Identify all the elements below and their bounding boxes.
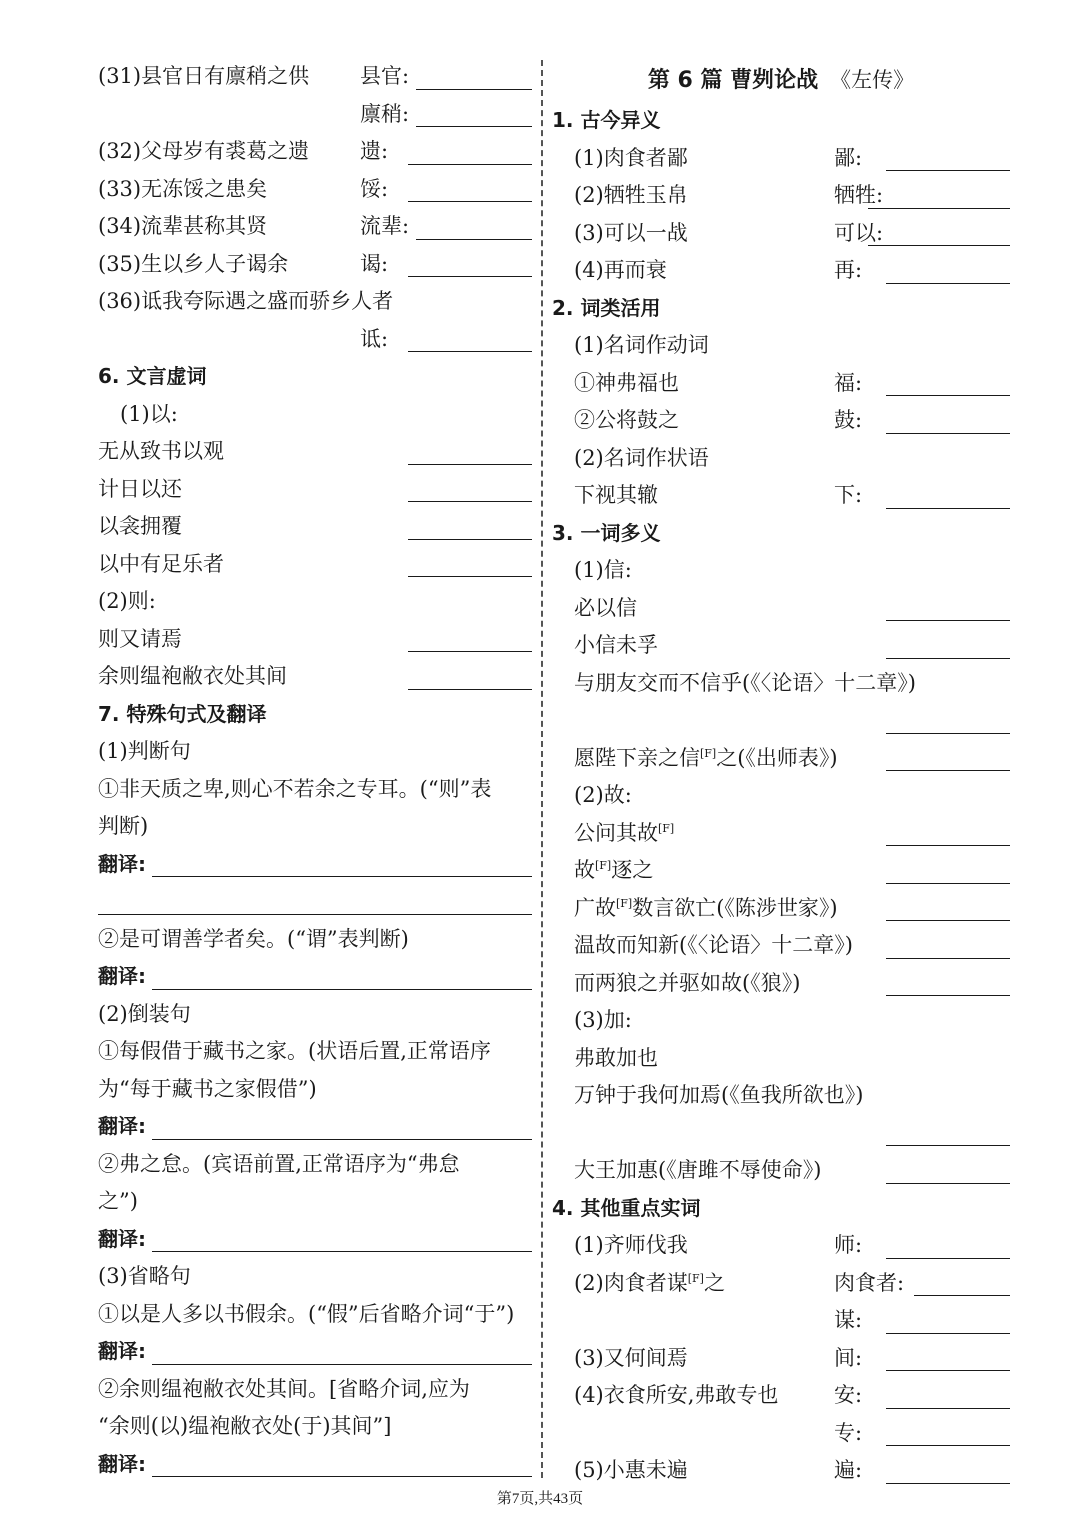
translate-label: 翻译: [98,1226,146,1251]
worksheet-row [552,852,1010,890]
worksheet-row [98,696,532,734]
row-text: 计日以还 [98,476,182,501]
worksheet-row [98,958,532,996]
row-text: 公问其故 [574,820,658,845]
row-text: (2)则: [98,589,156,613]
worksheet-row [552,1377,1010,1415]
worksheet-row [552,1152,1010,1190]
row-text: ②是可谓善学者矣。(“谓”表判断) [98,926,409,951]
worksheet-row [98,921,532,959]
translate-label: 翻译: [98,1451,146,1476]
row-text: 为“每于藏书之家假借”) [98,1076,317,1101]
worksheet-row [552,1340,1010,1378]
answer-label: 可以: [834,220,884,245]
row-text: 余则缊袍敝衣处其间 [98,664,287,688]
section-heading: 1. 古今异义 [552,108,661,132]
worksheet-row [552,402,1010,440]
worksheet-row [98,246,532,284]
answer-label: 谒: [360,251,389,276]
answer-blank[interactable] [152,1476,532,1477]
worksheet-row [552,590,1010,628]
row-text: ①神弗福也 [574,370,679,395]
worksheet-row [552,777,1010,815]
answer-label: 县官: [360,64,410,88]
row-text: 则又请焉 [98,626,182,651]
row-text: 无从致书以观 [98,439,224,463]
answer-blank[interactable] [886,620,1010,621]
answer-label: 廪稍: [360,101,410,126]
answer-label: 诋: [360,326,389,351]
answer-blank[interactable] [416,126,532,127]
answer-label: 专: [834,1420,863,1445]
translate-label: 翻译: [98,851,146,876]
row-text: (4)再而衰 [574,258,667,282]
answer-blank[interactable] [886,1258,1010,1259]
row-text: (33)无冻馁之患矣 [98,176,268,201]
worksheet-row [552,365,1010,403]
answer-blank[interactable] [886,433,1010,434]
footnote-marker: [F] [595,859,612,872]
worksheet-row [98,58,532,96]
row-text: 大王加惠(《唐雎不辱使命》) [574,1158,822,1182]
worksheet-row [552,177,1010,215]
answer-blank[interactable] [868,208,1010,209]
worksheet-row [98,733,532,771]
section-source: 《左传》 [830,68,915,92]
row-text: (2)名词作状语 [574,445,709,470]
answer-blank[interactable] [886,1370,1010,1371]
worksheet-row [552,927,1010,965]
answer-blank[interactable] [408,576,532,577]
answer-label: 流辈: [360,214,410,238]
worksheet-row [98,1183,532,1221]
row-text: (2)故: [574,783,632,807]
row-text-after: 之 [703,1270,725,1295]
row-text: (4)衣食所安,弗敢专也 [574,1383,779,1407]
answer-blank[interactable] [886,283,1010,284]
worksheet-row [98,1221,532,1259]
translate-label: 翻译: [98,1114,146,1138]
worksheet-row [552,327,1010,365]
worksheet-row [98,171,532,209]
row-text: 与朋友交而不信乎(《〈论语〉十二章》) [574,670,916,695]
worksheet-row [98,771,532,809]
answer-blank[interactable] [886,920,1010,921]
right-column [552,58,1010,1490]
row-text: (2)牺牲玉帛 [574,183,688,207]
worksheet-row [98,1108,532,1146]
row-text: 必以信 [574,595,637,620]
row-text-after: 数言欲亡(《陈涉世家》) [632,895,838,920]
answer-label: 谋: [834,1308,863,1332]
section-title-text: 第 6 篇 曹刿论战 [647,68,819,93]
answer-blank[interactable] [868,245,1010,246]
worksheet-row [98,208,532,246]
worksheet-row [98,846,532,884]
answer-blank[interactable] [886,733,1010,734]
worksheet-row [98,96,532,134]
worksheet-row [552,515,1010,553]
worksheet-row [98,433,532,471]
worksheet-row [98,1258,532,1296]
answer-blank[interactable] [886,658,1010,659]
row-text: (1)肉食者鄙 [574,145,688,170]
worksheet-row [552,1302,1010,1340]
answer-label: 肉食者: [834,1270,905,1295]
row-text: 之”) [98,1189,138,1213]
section-heading: 6. 文言虚词 [98,364,207,388]
answer-label: 安: [834,1383,863,1407]
worksheet-row [98,358,532,396]
row-text: (1)判断句 [98,739,191,763]
worksheet-row [98,508,532,546]
footnote-marker: [F] [658,821,675,835]
answer-blank[interactable] [408,201,532,202]
worksheet-row [552,1265,1010,1303]
row-text-after: 逐之 [611,858,654,882]
row-text: 故 [574,858,595,882]
answer-blank[interactable] [886,1145,1010,1146]
answer-label: 师: [834,1233,863,1257]
row-text: (3)加: [574,1008,632,1032]
row-text: (31)县官日有廪稍之供 [98,64,310,88]
row-text: (36)诋我夸际遇之盛而骄乡人者 [98,289,394,313]
worksheet-row [552,440,1010,478]
worksheet-row [98,471,532,509]
answer-blank[interactable] [98,914,532,915]
row-text: ①每假借于藏书之家。(状语后置,正常语序 [98,1039,491,1063]
row-text: (3)又何间焉 [574,1345,688,1370]
right-rows [552,102,1010,1490]
worksheet-row [552,1190,1010,1228]
worksheet-row [552,1415,1010,1453]
answer-blank[interactable] [408,651,532,652]
footnote-marker: [F] [687,1271,704,1285]
worksheet-row [552,477,1010,515]
worksheet-row [98,1033,532,1071]
row-text: (32)父母岁有裘葛之遗 [98,139,310,163]
worksheet-row [552,890,1010,928]
answer-blank[interactable] [408,689,532,690]
answer-blank[interactable] [886,958,1010,959]
column-divider [541,60,543,1478]
worksheet-row [552,702,1010,740]
worksheet-row [552,215,1010,253]
section-title [552,58,1010,102]
row-text: 小信未孚 [574,633,658,657]
row-text: ①以是人多以书假余。(“假”后省略介词“于”) [98,1301,515,1326]
row-text: ①非天质之卑,则心不若余之专耳。(“则”表 [98,776,492,801]
answer-blank[interactable] [886,995,1010,996]
row-text: (1)以: [120,401,178,426]
translate-label: 翻译: [98,964,146,988]
worksheet-row [98,1071,532,1109]
row-text: 弗敢加也 [574,1045,658,1070]
answer-blank[interactable] [416,239,532,240]
worksheet-row [552,665,1010,703]
answer-blank[interactable] [886,1183,1010,1184]
row-text: (3)省略句 [98,1264,191,1288]
worksheet-row [552,552,1010,590]
row-text: 而两狼之并驱如故(《狼》) [574,970,801,995]
worksheet-row [98,621,532,659]
footnote-marker: [F] [616,896,633,910]
worksheet-row [552,965,1010,1003]
answer-label: 馁: [360,176,389,201]
worksheet-row [552,1452,1010,1490]
answer-label: 遗: [360,139,389,163]
row-text: ②余则缊袍敝衣处其间。[省略介词,应为 [98,1376,470,1401]
answer-blank[interactable] [886,508,1010,509]
row-text: “余则(以)缊袍敝衣处(于)其间”] [98,1414,392,1438]
worksheet-row [98,1296,532,1334]
answer-blank[interactable] [886,845,1010,846]
answer-blank[interactable] [886,1333,1010,1334]
left-column [98,58,532,1483]
answer-blank[interactable] [152,1139,532,1140]
worksheet-row [552,1040,1010,1078]
worksheet-row [98,321,532,359]
answer-blank[interactable] [152,876,532,877]
row-text-after: 之(《出师表》) [716,745,838,770]
worksheet-row [98,133,532,171]
answer-blank[interactable] [886,1408,1010,1409]
worksheet-row [98,1446,532,1484]
answer-blank[interactable] [886,170,1010,171]
answer-blank[interactable] [886,770,1010,771]
worksheet-row [552,1077,1010,1115]
worksheet-row [552,815,1010,853]
worksheet-row [98,583,532,621]
worksheet-row [552,1115,1010,1153]
answer-blank[interactable] [914,1295,1010,1296]
section-heading: 4. 其他重点实词 [552,1195,701,1220]
answer-label: 鼓: [834,408,863,432]
row-text: ②弗之怠。(宾语前置,正常语序为“弗怠 [98,1151,460,1176]
row-text: (34)流辈甚称其贤 [98,214,268,238]
row-text: 温故而知新(《〈论语〉十二章》) [574,933,853,957]
answer-label: 鄙: [834,145,863,170]
worksheet-row [98,996,532,1034]
row-text: 愿陛下亲之信 [574,745,700,770]
worksheet-row [98,808,532,846]
answer-label: 再: [834,258,863,282]
answer-blank[interactable] [408,464,532,465]
row-text: (2)肉食者谋 [574,1270,688,1295]
worksheet-row [552,252,1010,290]
worksheet-row [98,658,532,696]
answer-blank[interactable] [408,539,532,540]
answer-blank[interactable] [408,351,532,352]
row-text: 广故 [574,895,616,920]
section-heading: 2. 词类活用 [552,295,661,320]
row-text: 万钟于我何加焉(《鱼我所欲也》) [574,1083,864,1107]
answer-blank[interactable] [152,1251,532,1252]
worksheet-row [552,290,1010,328]
row-text: 下视其辙 [574,483,658,507]
row-text: ②公将鼓之 [574,408,679,432]
answer-label: 下: [834,483,863,507]
section-heading: 3. 一词多义 [552,520,661,545]
answer-blank[interactable] [152,1364,532,1365]
answer-blank[interactable] [416,89,532,90]
worksheet-row [552,102,1010,140]
answer-blank[interactable] [408,501,532,502]
answer-label: 福: [834,370,863,395]
worksheet-row [98,283,532,321]
answer-blank[interactable] [886,1483,1010,1484]
worksheet-row [552,740,1010,778]
worksheet-row [552,1002,1010,1040]
row-text: (3)可以一战 [574,220,688,245]
answer-label: 间: [834,1345,863,1370]
row-text: 以中有足乐者 [98,551,224,576]
worksheet-row [98,396,532,434]
worksheet-row [552,140,1010,178]
row-text: 以衾拥覆 [98,514,182,538]
row-text: (1)齐师伐我 [574,1233,688,1257]
row-text: (35)生以乡人子谒余 [98,251,289,276]
worksheet-row [552,627,1010,665]
worksheet-row [98,1333,532,1371]
answer-blank[interactable] [886,395,1010,396]
answer-label: 牺牲: [834,183,884,207]
row-text: (2)倒装句 [98,1001,191,1026]
row-text: (1)名词作动词 [574,333,709,357]
row-text: (1)信: [574,558,632,582]
translate-label: 翻译: [98,1339,146,1363]
answer-blank[interactable] [152,989,532,990]
section-heading: 7. 特殊句式及翻译 [98,701,267,726]
worksheet-row [552,1227,1010,1265]
footnote-marker: [F] [700,746,717,760]
row-text: (5)小惠未遍 [574,1458,688,1482]
answer-blank[interactable] [886,1445,1010,1446]
answer-blank[interactable] [886,883,1010,884]
row-text: 判断) [98,814,149,838]
answer-label: 遍: [834,1458,863,1482]
worksheet-row [98,883,532,921]
answer-blank[interactable] [408,276,532,277]
worksheet-row [98,1146,532,1184]
worksheet-row [98,546,532,584]
worksheet-row [98,1371,532,1409]
answer-blank[interactable] [408,164,532,165]
page-footer: 第7页,共43页 [496,1491,584,1507]
worksheet-row [98,1408,532,1446]
